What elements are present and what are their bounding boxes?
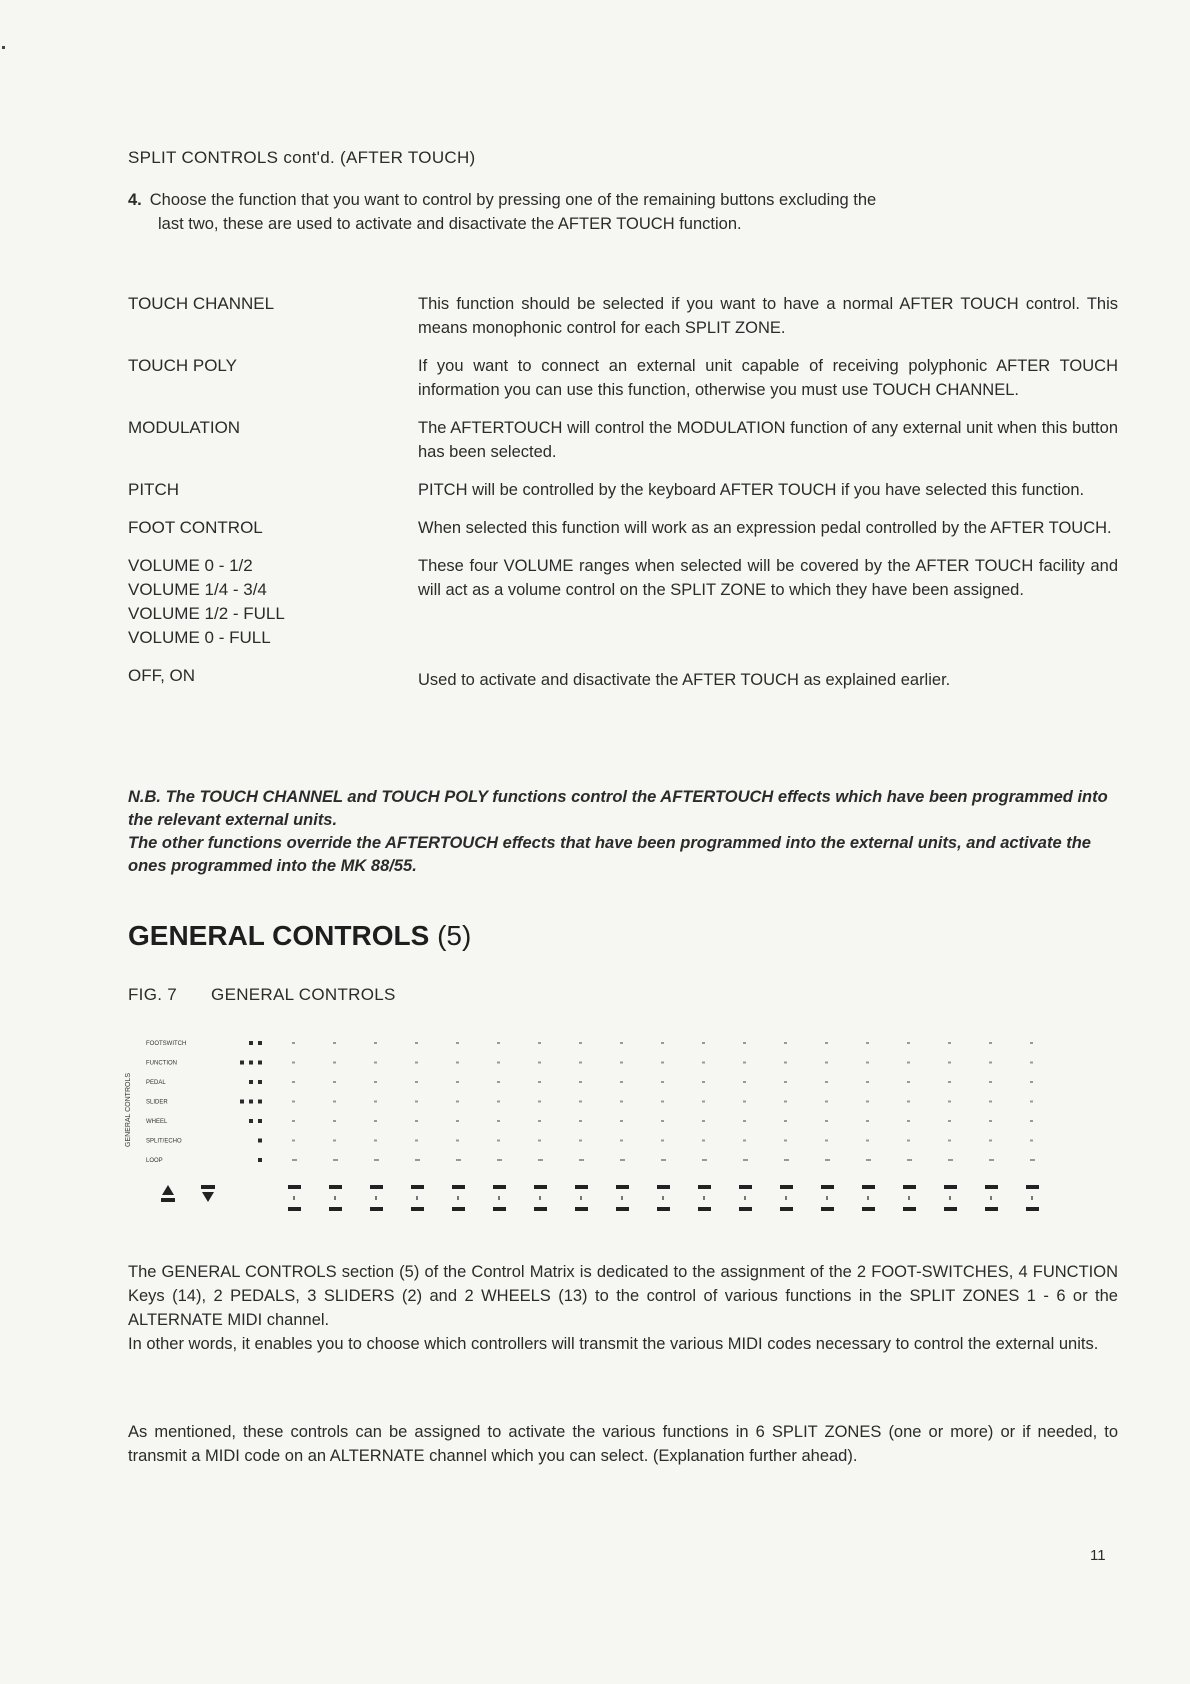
matrix-column-button[interactable] — [985, 1185, 998, 1189]
function-row — [128, 516, 1118, 540]
matrix-column-led — [826, 1196, 828, 1200]
matrix-column-button[interactable] — [944, 1207, 957, 1211]
matrix-column-led — [416, 1196, 418, 1200]
matrix-column-button[interactable] — [739, 1207, 752, 1211]
row-indicator-led — [249, 1119, 253, 1123]
function-term: TOUCH CHANNEL — [128, 294, 275, 313]
matrix-cell-mark — [292, 1062, 295, 1064]
matrix-column-button[interactable] — [288, 1207, 301, 1211]
matrix-row-label: SLIDER — [146, 1099, 168, 1106]
matrix-cell-mark — [661, 1140, 664, 1142]
row-indicator-led — [258, 1119, 262, 1123]
matrix-column-button[interactable] — [288, 1185, 301, 1189]
matrix-cell-mark — [1030, 1042, 1033, 1044]
matrix-cell-mark — [661, 1120, 664, 1122]
matrix-cell-mark — [989, 1101, 992, 1103]
figure-caption — [128, 985, 396, 1005]
body-paragraph-1: The GENERAL CONTROLS section (5) of the Control Matrix is dedicated to the assignment of the 2 FOOT-SWITCHES, 4 FUNCTION Keys (14), 2 PEDALS, 3 SLIDERS (2) and 2 WHEELS (13) to the control of various functions in the SPLIT ZONES 1 - 6 or the ALTERNATE MIDI channel. — [128, 1263, 1118, 1329]
offon-desc: Used to activate and disactivate the AFTER TOUCH as explained earlier. — [418, 671, 951, 689]
volume-row — [128, 554, 1118, 650]
matrix-cell-mark — [661, 1159, 666, 1161]
matrix-cell-mark — [415, 1140, 418, 1142]
matrix-cell-mark — [825, 1042, 828, 1044]
matrix-column-led — [1031, 1196, 1033, 1200]
matrix-cell-mark — [702, 1120, 705, 1122]
matrix-cell-mark — [538, 1042, 541, 1044]
step-text-line2: last two, these are used to activate and disactivate the AFTER TOUCH function. — [158, 215, 742, 233]
matrix-column-button[interactable] — [780, 1185, 793, 1189]
matrix-cell-mark — [907, 1140, 910, 1142]
matrix-cell-mark — [743, 1101, 746, 1103]
section-heading: SPLIT CONTROLS cont'd. (AFTER TOUCH) — [128, 148, 476, 167]
matrix-cell-mark — [415, 1042, 418, 1044]
matrix-cell-mark — [456, 1042, 459, 1044]
matrix-column-button[interactable] — [534, 1207, 547, 1211]
matrix-cell-mark — [497, 1042, 500, 1044]
matrix-cell-mark — [292, 1101, 295, 1103]
volume-term: VOLUME 1/2 - FULL — [128, 604, 285, 623]
matrix-cell-mark — [456, 1081, 459, 1083]
nb-paragraph-2: The other functions override the AFTERTOUCH effects that have been programmed into the external units, and activate the ones programmed into the MK 88/55. — [128, 834, 1091, 875]
matrix-cell-mark — [456, 1140, 459, 1142]
matrix-column-button[interactable] — [1026, 1207, 1039, 1211]
matrix-cell-mark — [292, 1159, 297, 1161]
row-indicator-led — [249, 1100, 253, 1104]
matrix-cell-mark — [579, 1081, 582, 1083]
matrix-cell-mark — [989, 1159, 994, 1161]
matrix-cell-mark — [620, 1120, 623, 1122]
matrix-column-button[interactable] — [370, 1185, 383, 1189]
matrix-cell-mark — [1030, 1081, 1033, 1083]
row-indicator-led — [258, 1139, 262, 1143]
matrix-cell-mark — [825, 1140, 828, 1142]
matrix-cell-mark — [620, 1062, 623, 1064]
matrix-cell-mark — [907, 1101, 910, 1103]
matrix-cell-mark — [784, 1081, 787, 1083]
matrix-column-button[interactable] — [575, 1207, 588, 1211]
matrix-column-button[interactable] — [698, 1207, 711, 1211]
volume-term: VOLUME 1/4 - 3/4 — [128, 580, 267, 599]
matrix-column-button[interactable] — [862, 1207, 875, 1211]
matrix-cell-mark — [415, 1101, 418, 1103]
row-indicator-led — [258, 1158, 262, 1162]
matrix-cell-mark — [989, 1081, 992, 1083]
matrix-column-button[interactable] — [862, 1185, 875, 1189]
nb-note — [128, 786, 1118, 878]
page-number: 11 — [1090, 1547, 1106, 1564]
body-text-2 — [128, 1420, 1118, 1468]
matrix-column-button[interactable] — [657, 1185, 670, 1189]
matrix-cell-mark — [333, 1081, 336, 1083]
matrix-cell-mark — [866, 1159, 871, 1161]
matrix-row-label: PEDAL — [146, 1080, 166, 1086]
up-button-icon — [161, 1198, 175, 1202]
matrix-cell-mark — [907, 1081, 910, 1083]
function-desc: When selected this function will work as an expression pedal controlled by the AFTER TOUCH. — [418, 519, 1112, 537]
matrix-columns — [288, 1185, 1039, 1211]
matrix-column-led — [580, 1196, 582, 1200]
matrix-column-led — [334, 1196, 336, 1200]
function-row — [128, 416, 1118, 464]
matrix-cell-mark — [579, 1042, 582, 1044]
matrix-cell-mark — [1030, 1062, 1033, 1064]
matrix-cell-mark — [948, 1159, 953, 1161]
row-indicator-led — [258, 1061, 262, 1065]
matrix-cell-mark — [333, 1140, 336, 1142]
matrix-cell-mark — [989, 1062, 992, 1064]
matrix-column-button[interactable] — [944, 1185, 957, 1189]
matrix-column-button[interactable] — [329, 1185, 342, 1189]
matrix-cell-mark — [702, 1159, 707, 1161]
matrix-cell-mark — [538, 1081, 541, 1083]
figure-number: FIG. 7 — [128, 985, 178, 1004]
matrix-cell-mark — [538, 1159, 543, 1161]
matrix-cell-mark — [1030, 1140, 1033, 1142]
matrix-column-led — [867, 1196, 869, 1200]
matrix-column-button[interactable] — [1026, 1185, 1039, 1189]
matrix-cell-mark — [292, 1140, 295, 1142]
matrix-cell-mark — [538, 1101, 541, 1103]
matrix-cell-mark — [497, 1101, 500, 1103]
matrix-column-button[interactable] — [575, 1185, 588, 1189]
matrix-cell-mark — [292, 1081, 295, 1083]
matrix-column-button[interactable] — [411, 1207, 424, 1211]
matrix-cell-mark — [866, 1120, 869, 1122]
matrix-cell-mark — [784, 1120, 787, 1122]
matrix-cell-mark — [497, 1081, 500, 1083]
matrix-column-led — [949, 1196, 951, 1200]
matrix-row-label: LOOP — [146, 1158, 163, 1164]
matrix-cell-mark — [579, 1062, 582, 1064]
matrix-cell-mark — [989, 1140, 992, 1142]
matrix-cell-mark — [333, 1062, 336, 1064]
matrix-cell-mark — [374, 1120, 377, 1122]
function-desc: The AFTERTOUCH will control the MODULATION function of any external unit when this button has been selected. — [418, 419, 1118, 461]
matrix-cell-mark — [661, 1101, 664, 1103]
matrix-column-button[interactable] — [616, 1185, 629, 1189]
matrix-cell-mark — [620, 1101, 623, 1103]
matrix-cell-mark — [538, 1140, 541, 1142]
matrix-cell-mark — [702, 1042, 705, 1044]
nb-paragraph-1: N.B. The TOUCH CHANNEL and TOUCH POLY functions control the AFTERTOUCH effects which have been programmed into the relevant external units. — [128, 788, 1108, 829]
row-indicator-led — [249, 1061, 253, 1065]
matrix-cell-mark — [620, 1081, 623, 1083]
matrix-cell-mark — [948, 1120, 951, 1122]
matrix-column-led — [539, 1196, 541, 1200]
matrix-cell-mark — [743, 1159, 748, 1161]
matrix-column-button[interactable] — [329, 1207, 342, 1211]
row-indicator-led — [258, 1100, 262, 1104]
matrix-cell-mark — [538, 1062, 541, 1064]
function-term: MODULATION — [128, 418, 241, 437]
matrix-cell-mark — [784, 1062, 787, 1064]
matrix-cell-mark — [620, 1159, 625, 1161]
matrix-column-led — [908, 1196, 910, 1200]
matrix-cell-mark — [825, 1120, 828, 1122]
matrix-cell-mark — [456, 1120, 459, 1122]
matrix-column-button[interactable] — [411, 1185, 424, 1189]
matrix-cell-mark — [825, 1159, 830, 1161]
matrix-cell-mark — [743, 1042, 746, 1044]
step-4 — [128, 188, 1118, 236]
matrix-column-led — [662, 1196, 664, 1200]
matrix-cell-mark — [948, 1081, 951, 1083]
matrix-column-button[interactable] — [985, 1207, 998, 1211]
function-row — [128, 292, 1118, 340]
matrix-cell-mark — [907, 1120, 910, 1122]
matrix-cell-mark — [415, 1081, 418, 1083]
matrix-column-led — [375, 1196, 377, 1200]
matrix-cell-mark — [292, 1120, 295, 1122]
matrix-cell-mark — [948, 1042, 951, 1044]
step-text-line1: Choose the function that you want to control by pressing one of the remaining buttons excluding the — [149, 191, 877, 209]
matrix-cell-mark — [497, 1159, 502, 1161]
matrix-cell-mark — [620, 1042, 623, 1044]
matrix-cell-mark — [415, 1159, 420, 1161]
matrix-cell-mark — [374, 1042, 377, 1044]
matrix-column-led — [703, 1196, 705, 1200]
matrix-column-led — [744, 1196, 746, 1200]
matrix-cell-mark — [702, 1101, 705, 1103]
matrix-cell-mark — [579, 1140, 582, 1142]
matrix-cell-mark — [333, 1120, 336, 1122]
matrix-cell-mark — [456, 1062, 459, 1064]
matrix-cell-mark — [989, 1120, 992, 1122]
matrix-cell-mark — [784, 1101, 787, 1103]
matrix-cell-mark — [948, 1062, 951, 1064]
matrix-cell-mark — [825, 1101, 828, 1103]
matrix-column-button[interactable] — [821, 1185, 834, 1189]
matrix-cell-mark — [866, 1101, 869, 1103]
matrix-cell-mark — [456, 1101, 459, 1103]
function-table — [128, 292, 1118, 706]
matrix-cell-mark — [620, 1140, 623, 1142]
row-indicator-led — [249, 1041, 253, 1045]
volume-terms — [128, 554, 418, 650]
matrix-cell-mark — [579, 1159, 584, 1161]
matrix-cell-mark — [415, 1120, 418, 1122]
matrix-cell-mark — [415, 1062, 418, 1064]
offon-term: OFF, ON — [128, 666, 196, 685]
matrix-cell-mark — [374, 1081, 377, 1083]
matrix-cell-mark — [497, 1140, 500, 1142]
down-arrow-icon — [202, 1192, 214, 1202]
matrix-cell-mark — [743, 1081, 746, 1083]
matrix-cell-mark — [743, 1140, 746, 1142]
row-indicator-led — [258, 1080, 262, 1084]
offon-row — [128, 664, 1118, 692]
figure-caption-text: GENERAL CONTROLS — [211, 985, 396, 1004]
matrix-column-button[interactable] — [657, 1207, 670, 1211]
volume-term: VOLUME 0 - 1/2 — [128, 556, 253, 575]
matrix-column-button[interactable] — [452, 1185, 465, 1189]
control-matrix-figure — [118, 1030, 1118, 1230]
down-button-icon — [201, 1185, 215, 1189]
matrix-cell-mark — [374, 1159, 379, 1161]
function-term: TOUCH POLY — [128, 356, 237, 375]
matrix-cell-mark — [333, 1042, 336, 1044]
matrix-cell-mark — [661, 1081, 664, 1083]
matrix-cell-mark — [456, 1159, 461, 1161]
function-term: PITCH — [128, 480, 179, 499]
matrix-row-label: FOOTSWITCH — [146, 1041, 187, 1047]
matrix-cell-mark — [292, 1042, 295, 1044]
function-desc: This function should be selected if you want to have a normal AFTER TOUCH control. This means monophonic control for each SPLIT ZONE. — [418, 295, 1118, 337]
matrix-cell-mark — [743, 1062, 746, 1064]
matrix-cell-mark — [538, 1120, 541, 1122]
matrix-column-button[interactable] — [493, 1185, 506, 1189]
matrix-cell-mark — [948, 1140, 951, 1142]
body-paragraph-2: In other words, it enables you to choose which controllers will transmit the various MIDI codes necessary to control the external units. — [128, 1335, 1099, 1353]
matrix-cell-mark — [661, 1042, 664, 1044]
row-indicator-led — [240, 1100, 244, 1104]
matrix-cell-mark — [784, 1159, 789, 1161]
matrix-arrows — [161, 1185, 215, 1202]
matrix-column-led — [621, 1196, 623, 1200]
matrix-column-led — [990, 1196, 992, 1200]
heading-title: GENERAL CONTROLS — [128, 920, 430, 951]
matrix-cell-mark — [333, 1159, 338, 1161]
heading-number: (5) — [437, 920, 472, 951]
matrix-column-button[interactable] — [452, 1207, 465, 1211]
volume-term: VOLUME 0 - FULL — [128, 628, 271, 647]
matrix-cell-mark — [374, 1062, 377, 1064]
matrix-cell-mark — [497, 1062, 500, 1064]
function-desc: If you want to connect an external unit capable of receiving polyphonic AFTER TOUCH information you can use this function, otherwise you must use TOUCH CHANNEL. — [418, 357, 1118, 399]
matrix-column-button[interactable] — [780, 1207, 793, 1211]
matrix-cell-mark — [784, 1042, 787, 1044]
matrix-cell-mark — [989, 1042, 992, 1044]
matrix-cell-mark — [866, 1140, 869, 1142]
step-number: 4. — [128, 191, 142, 209]
matrix-cell-mark — [374, 1101, 377, 1103]
body-text-1 — [128, 1260, 1118, 1356]
matrix-cell-mark — [825, 1062, 828, 1064]
matrix-row-label: SPLIT/ECHO — [146, 1138, 182, 1145]
matrix-cell-mark — [866, 1042, 869, 1044]
matrix-cell-mark — [333, 1101, 336, 1103]
matrix-cell-mark — [948, 1101, 951, 1103]
matrix-column-button[interactable] — [821, 1207, 834, 1211]
matrix-cell-mark — [374, 1140, 377, 1142]
matrix-side-label: GENERAL CONTROLS — [125, 1072, 132, 1148]
matrix-column-button[interactable] — [739, 1185, 752, 1189]
matrix-cell-mark — [1030, 1101, 1033, 1103]
function-term: FOOT CONTROL — [128, 518, 263, 537]
matrix-column-button[interactable] — [903, 1207, 916, 1211]
matrix-column-led — [293, 1196, 295, 1200]
matrix-cell-mark — [497, 1120, 500, 1122]
volume-desc: These four VOLUME ranges when selected will be covered by the AFTER TOUCH facility and will act as a volume control on the SPLIT ZONE to which they have been assigned. — [418, 557, 1118, 599]
function-row — [128, 354, 1118, 402]
matrix-column-led — [457, 1196, 459, 1200]
matrix-rows — [146, 1041, 1035, 1164]
matrix-column-button[interactable] — [534, 1185, 547, 1189]
matrix-cell-mark — [702, 1062, 705, 1064]
matrix-column-led — [498, 1196, 500, 1200]
matrix-cell-mark — [702, 1081, 705, 1083]
row-indicator-led — [249, 1080, 253, 1084]
matrix-cell-mark — [825, 1081, 828, 1083]
matrix-cell-mark — [579, 1101, 582, 1103]
matrix-cell-mark — [661, 1062, 664, 1064]
function-row — [128, 478, 1118, 502]
up-arrow-icon — [162, 1185, 174, 1195]
matrix-cell-mark — [907, 1062, 910, 1064]
matrix-cell-mark — [907, 1042, 910, 1044]
matrix-cell-mark — [784, 1140, 787, 1142]
matrix-cell-mark — [1030, 1120, 1033, 1122]
matrix-cell-mark — [702, 1140, 705, 1142]
scan-speck — [2, 46, 5, 49]
matrix-column-button[interactable] — [370, 1207, 383, 1211]
row-indicator-led — [240, 1061, 244, 1065]
matrix-cell-mark — [743, 1120, 746, 1122]
matrix-cell-mark — [866, 1062, 869, 1064]
matrix-cell-mark — [866, 1081, 869, 1083]
matrix-column-button[interactable] — [493, 1207, 506, 1211]
general-controls-heading — [128, 920, 471, 952]
matrix-row-label: WHEEL — [146, 1119, 168, 1125]
matrix-column-button[interactable] — [698, 1185, 711, 1189]
matrix-cell-mark — [579, 1120, 582, 1122]
row-indicator-led — [258, 1041, 262, 1045]
matrix-row-label: FUNCTION — [146, 1060, 177, 1067]
matrix-column-button[interactable] — [903, 1185, 916, 1189]
body-paragraph-3: As mentioned, these controls can be assigned to activate the various functions in 6 SPLIT ZONES (one or more) or if needed, to transmit a MIDI code on an ALTERNATE channel which you can select. (Explanation further ahead). — [128, 1423, 1118, 1465]
matrix-column-button[interactable] — [616, 1207, 629, 1211]
matrix-column-led — [785, 1196, 787, 1200]
matrix-cell-mark — [1030, 1159, 1035, 1161]
matrix-cell-mark — [907, 1159, 912, 1161]
function-desc: PITCH will be controlled by the keyboard AFTER TOUCH if you have selected this function. — [418, 481, 1085, 499]
